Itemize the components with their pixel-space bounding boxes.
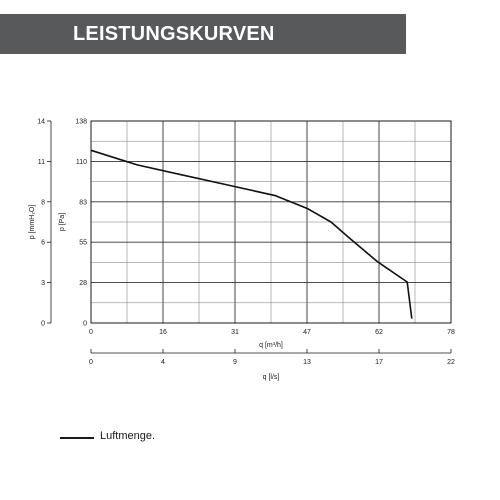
y-tick-label: 55 [79,239,87,247]
x2-tick-label: 4 [161,359,165,366]
y2-tick-label: 0 [41,320,45,328]
legend-line-swatch [60,437,94,439]
y2-tick-label: 3 [41,280,45,288]
x2-tick-label: 9 [233,359,237,366]
series [91,150,412,318]
x2-tick-label: 17 [375,359,383,366]
x2-tick-label: 22 [447,359,455,366]
x2-tick-label: 0 [89,359,93,366]
y2-tick-label: 11 [37,158,45,166]
grid [91,121,451,323]
y-tick-label: 83 [79,199,87,207]
y-tick-label: 138 [75,118,87,126]
y-tick-label: 110 [75,158,87,166]
page-title: LEISTUNGSKURVEN [73,23,275,45]
x-axis-label: q [m³/h] [259,342,283,349]
y-axis-label: p [Pa] [59,212,66,232]
legend-label: Luftmenge. [100,430,156,442]
x-tick-label: 62 [375,329,383,336]
series-line-luftmenge [91,150,412,318]
y-tick-label: 28 [79,280,87,288]
y-tick-label: 0 [83,320,87,328]
y2-tick-label: 14 [37,118,45,126]
y2-tick-label: 6 [41,239,45,247]
x-tick-label: 47 [303,329,311,336]
x-tick-label: 31 [231,329,239,336]
x-tick-label: 0 [89,329,93,336]
x2-tick-label: 13 [303,359,311,366]
x-tick-label: 78 [447,329,455,336]
x2-axis-label: q [l/s] [262,374,280,381]
axis-labels [29,205,283,381]
x-tick-label: 16 [159,329,167,336]
y2-tick-label: 8 [41,199,45,207]
y2-axis-label: p [mmH₂O] [29,204,36,240]
